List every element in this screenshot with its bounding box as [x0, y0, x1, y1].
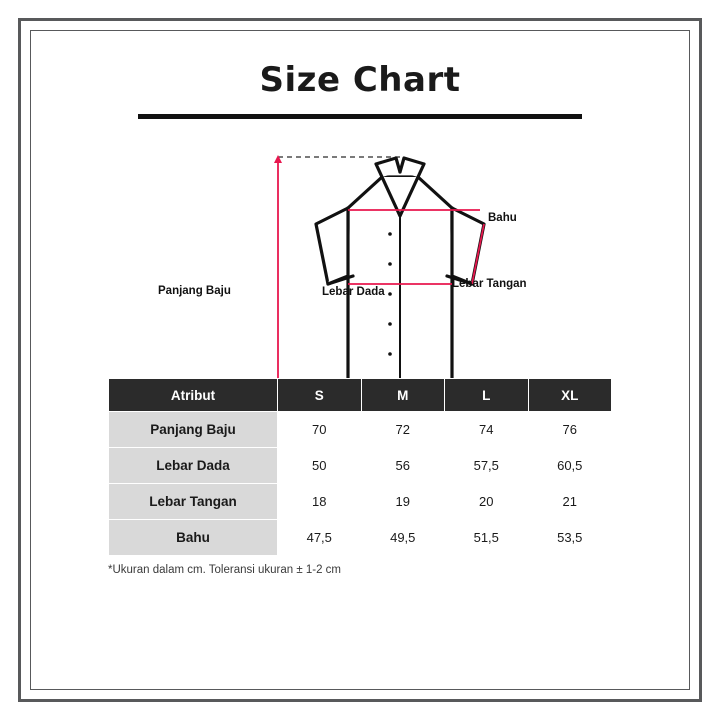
- page-title: Size Chart: [259, 60, 461, 100]
- table-row: [109, 412, 612, 448]
- cell-bahu-m: 49,5: [361, 520, 445, 556]
- column-header-l: L: [445, 379, 529, 412]
- shirt-diagram: [100, 124, 620, 394]
- cell-panjang-baju-l: 74: [445, 412, 529, 448]
- size-note: *Ukuran dalam cm. Toleransi ukuran ± 1-2 cm: [108, 564, 341, 576]
- label-panjang-baju: Panjang Baju: [158, 285, 231, 297]
- row-attribute-panjang-baju: Panjang Baju: [109, 412, 278, 448]
- cell-bahu-s: 47,5: [278, 520, 362, 556]
- cell-bahu-xl: 53,5: [528, 520, 612, 556]
- table-row: [109, 484, 612, 520]
- cell-lebar-dada-s: 50: [278, 448, 362, 484]
- label-bahu: Bahu: [488, 212, 517, 224]
- cell-lebar-dada-l: 57,5: [445, 448, 529, 484]
- cell-panjang-baju-m: 72: [361, 412, 445, 448]
- cell-lebar-dada-xl: 60,5: [528, 448, 612, 484]
- size-table-head: [109, 379, 612, 412]
- cell-lebar-tangan-xl: 21: [528, 484, 612, 520]
- size-table: [108, 378, 612, 556]
- label-lebar-dada: Lebar Dada: [322, 286, 385, 298]
- column-header-s: S: [278, 379, 362, 412]
- cell-lebar-tangan-l: 20: [445, 484, 529, 520]
- cell-panjang-baju-xl: 76: [528, 412, 612, 448]
- cell-lebar-tangan-s: 18: [278, 484, 362, 520]
- size-table-wrapper: [108, 378, 612, 556]
- row-attribute-lebar-tangan: Lebar Tangan: [109, 484, 278, 520]
- title-divider: [138, 114, 582, 119]
- cell-bahu-l: 51,5: [445, 520, 529, 556]
- column-header-xl: XL: [528, 379, 612, 412]
- row-attribute-lebar-dada: Lebar Dada: [109, 448, 278, 484]
- row-attribute-bahu: Bahu: [109, 520, 278, 556]
- column-header-attribute: Atribut: [109, 379, 278, 412]
- table-header-row: [109, 379, 612, 412]
- table-row: [109, 448, 612, 484]
- cell-lebar-tangan-m: 19: [361, 484, 445, 520]
- size-table-body: [109, 412, 612, 556]
- cell-lebar-dada-m: 56: [361, 448, 445, 484]
- page-content: [30, 30, 690, 690]
- label-lebar-tangan: Lebar Tangan: [452, 278, 527, 290]
- table-row: [109, 520, 612, 556]
- column-header-m: M: [361, 379, 445, 412]
- cell-panjang-baju-s: 70: [278, 412, 362, 448]
